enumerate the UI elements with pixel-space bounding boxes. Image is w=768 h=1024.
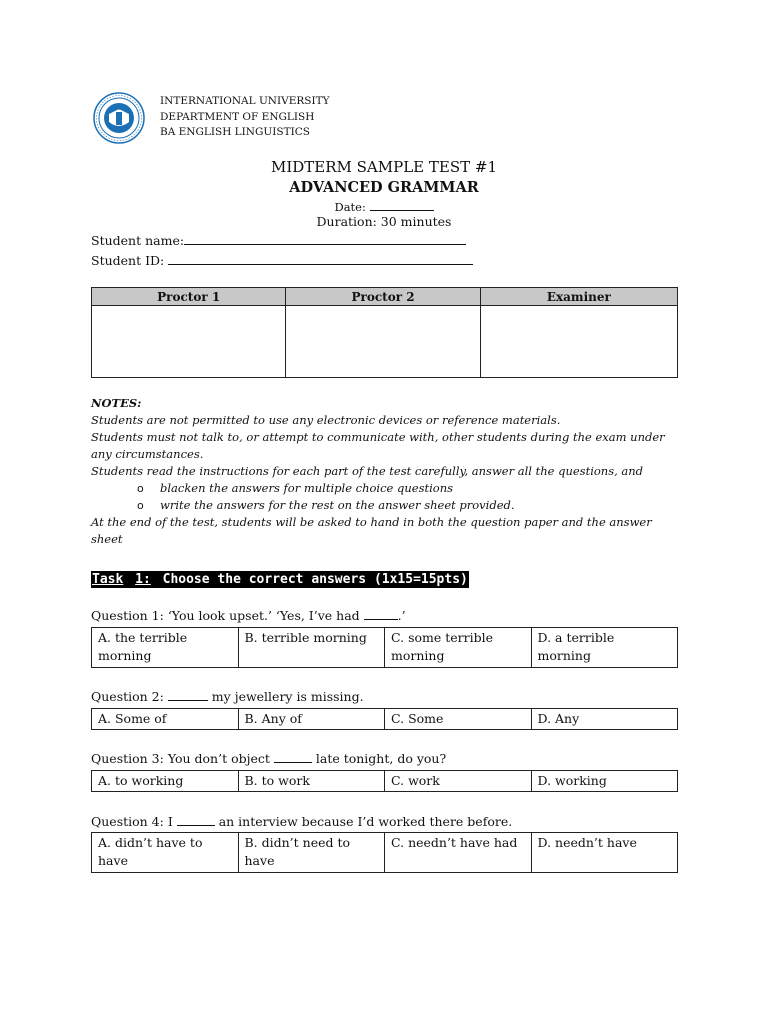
bullet-text: blacken the answers for multiple choice questions — [160, 481, 454, 495]
institution-header — [160, 94, 330, 141]
question-3-options — [91, 770, 678, 792]
option-d[interactable]: D. Any — [531, 709, 678, 730]
student-id-field[interactable] — [91, 253, 473, 268]
question-1-options — [91, 627, 678, 668]
option-c[interactable]: C. work — [385, 771, 532, 792]
option-a[interactable]: A. Some of — [92, 709, 239, 730]
question-3 — [91, 751, 446, 766]
test-title: MIDTERM SAMPLE TEST #1 — [270, 158, 498, 176]
task-word: Task — [92, 572, 124, 587]
student-name-label: Student name: — [91, 233, 185, 248]
answer-blank — [364, 610, 398, 620]
answer-blank — [274, 753, 312, 763]
option-c[interactable]: C. needn’t have had — [385, 833, 532, 873]
bullet-marker: o — [137, 482, 144, 495]
date-label: Date: — [334, 200, 366, 214]
note-line: Students read the instructions for each part of the test carefully, answer all the questions, and — [91, 464, 644, 478]
student-name-field[interactable] — [91, 233, 466, 248]
question-4-options — [91, 832, 678, 873]
question-1 — [91, 608, 406, 623]
header-program: BA ENGLISH LINGUISTICS — [160, 126, 310, 138]
option-b[interactable]: B. Any of — [238, 709, 385, 730]
header-university: INTERNATIONAL UNIVERSITY — [160, 95, 330, 107]
bullet-text: write the answers for the rest on the answer sheet provided. — [160, 498, 515, 512]
option-b[interactable]: B. to work — [238, 771, 385, 792]
proctor-2-header: Proctor 2 — [286, 288, 480, 306]
task-title: Choose the correct answers (1x15=15pts) — [162, 572, 468, 587]
university-seal-icon — [93, 92, 145, 144]
duration: Duration: 30 minutes — [316, 214, 452, 229]
question-text-end: late tonight, do you? — [311, 751, 447, 766]
student-name-blank[interactable] — [184, 233, 466, 245]
note-line: Students are not permitted to use any electronic devices or reference materials. — [91, 413, 561, 427]
option-d[interactable]: D. needn’t have — [531, 833, 678, 873]
option-c[interactable]: C. Some — [385, 709, 532, 730]
proctor-1-signature-cell[interactable] — [92, 306, 286, 378]
question-text-end: an interview because I’d worked there before. — [214, 814, 513, 829]
proctor-table — [91, 287, 678, 378]
option-a[interactable]: A. to working — [92, 771, 239, 792]
notes-heading: NOTES: — [91, 396, 142, 410]
question-text: Question 4: I — [91, 814, 177, 829]
question-text-end: .’ — [397, 608, 406, 623]
bullet-marker: o — [137, 499, 144, 512]
question-4 — [91, 814, 512, 829]
question-text-end: my jewellery is missing. — [207, 689, 364, 704]
header-department: DEPARTMENT OF ENGLISH — [160, 110, 315, 123]
note-line: Students must not talk to, or attempt to communicate with, other students during the exam under any circumstances. — [91, 430, 665, 461]
examiner-signature-cell[interactable] — [480, 306, 677, 378]
option-b[interactable]: B. terrible morning — [238, 628, 385, 668]
question-text: Question 3: You don’t object — [91, 751, 274, 766]
question-2-options — [91, 708, 678, 730]
answer-blank — [177, 816, 215, 826]
note-bullet — [91, 497, 681, 514]
answer-blank — [168, 691, 208, 701]
date-blank[interactable] — [370, 201, 434, 211]
task-heading — [91, 570, 469, 589]
note-bullet — [91, 480, 681, 497]
examiner-header: Examiner — [480, 288, 677, 306]
option-d[interactable]: D. working — [531, 771, 678, 792]
note-line: At the end of the test, students will be asked to hand in both the question paper and the answer sheet — [91, 515, 652, 546]
question-text: Question 1: ‘You look upset.’ ‘Yes, I’ve had — [91, 608, 364, 623]
subject-title: ADVANCED GRAMMAR — [289, 179, 479, 196]
option-d[interactable]: D. a terrible morning — [531, 628, 678, 668]
option-b[interactable]: B. didn’t need to have — [238, 833, 385, 873]
option-c[interactable]: C. some terrible morning — [385, 628, 532, 668]
task-number: 1: — [135, 572, 151, 587]
question-2 — [91, 689, 364, 704]
proctor-2-signature-cell[interactable] — [286, 306, 480, 378]
date-line — [0, 200, 768, 214]
question-text: Question 2: — [91, 689, 168, 704]
option-a[interactable]: A. the terrible morning — [92, 628, 239, 668]
notes-section — [91, 395, 681, 548]
student-id-label: Student ID: — [91, 253, 165, 268]
option-a[interactable]: A. didn’t have to have — [92, 833, 239, 873]
student-id-blank[interactable] — [168, 253, 473, 265]
proctor-1-header: Proctor 1 — [92, 288, 286, 306]
